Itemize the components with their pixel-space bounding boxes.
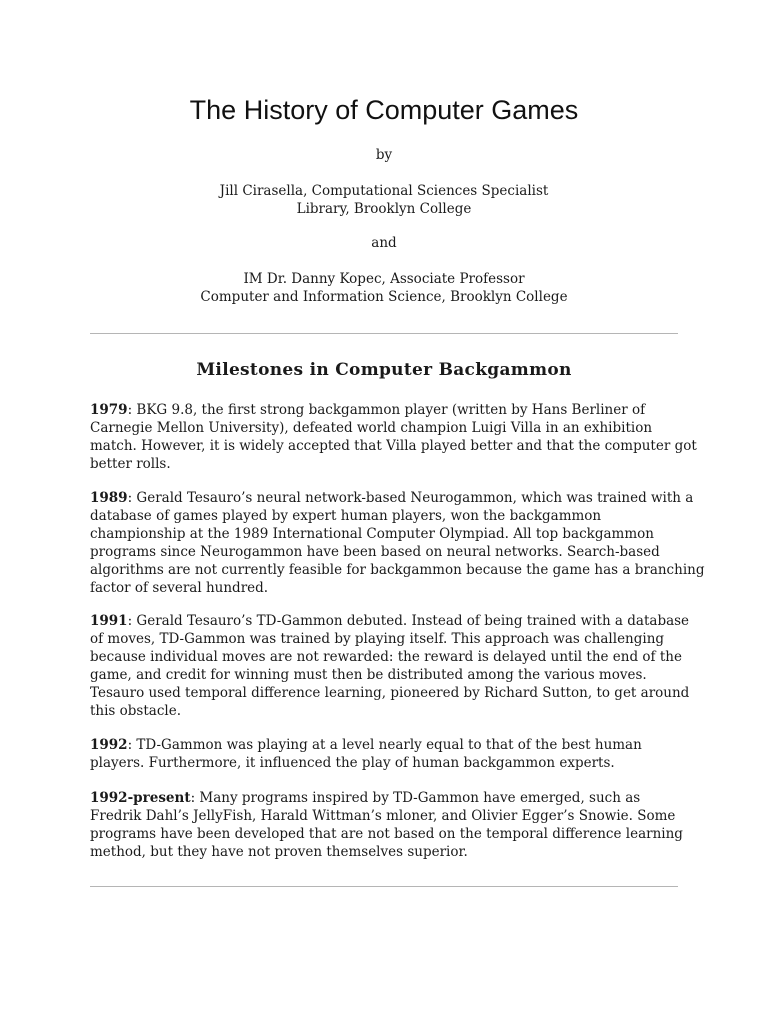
entry-line: programs since Neurogammon have been based on neural networks. Search-based xyxy=(90,544,660,560)
milestone-entry-1991 xyxy=(90,612,690,720)
entry-line: Tesauro used temporal difference learning, pioneered by Richard Sutton, to get around xyxy=(90,685,690,701)
entry-line: Fredrik Dahl’s JellyFish, Harald Wittman’s mloner, and Olivier Egger’s Snowie. Some xyxy=(90,808,676,824)
entry-year: 1992-present xyxy=(90,790,191,806)
entry-line: database of games played by expert human players, won the backgammon xyxy=(90,508,602,524)
entry-year: 1979 xyxy=(90,402,128,418)
entry-year: 1989 xyxy=(90,490,128,506)
author2-line1: IM Dr. Danny Kopec, Associate Professor xyxy=(243,271,525,287)
byline-by: by xyxy=(375,147,393,163)
document-title: The History of Computer Games xyxy=(189,95,579,125)
entry-line: players. Furthermore, it influenced the play of human backgammon experts. xyxy=(90,755,615,771)
entry-line: match. However, it is widely accepted that Villa played better and that the computer got xyxy=(90,438,697,454)
entry-line: this obstacle. xyxy=(90,703,181,719)
entry-line: of moves, TD-Gammon was trained by playing itself. This approach was challenging xyxy=(90,631,665,647)
entry-line: because individual moves are not rewarded: the reward is delayed until the end of the xyxy=(90,649,682,665)
author1-line2: Library, Brooklyn College xyxy=(296,201,472,217)
milestone-entry-1992-present xyxy=(90,789,690,861)
section-heading: Milestones in Computer Backgammon xyxy=(196,360,572,380)
entry-line: game, and credit for winning must then be distributed among the various moves. xyxy=(90,667,647,683)
entry-line: 1992: TD-Gammon was playing at a level nearly equal to that of the best human xyxy=(90,737,642,753)
milestone-entry-1989 xyxy=(90,489,705,597)
milestone-entry-1992 xyxy=(90,736,690,772)
entry-line: 1979: BKG 9.8, the first strong backgammon player (written by Hans Berliner of xyxy=(90,402,646,418)
divider-bottom xyxy=(90,886,678,887)
entry-line: Carnegie Mellon University), defeated world champion Luigi Villa in an exhibition xyxy=(90,420,653,436)
entry-line: programs have been developed that are not based on the temporal difference learning xyxy=(90,826,683,842)
entry-line: 1992-present: Many programs inspired by TD-Gammon have emerged, such as xyxy=(90,790,641,806)
entry-line: method, but they have not proven themselves superior. xyxy=(90,844,468,860)
entry-line: algorithms are not currently feasible for backgammon because the game has a branching xyxy=(90,562,705,578)
entry-year: 1991 xyxy=(90,613,128,629)
entry-line: 1991: Gerald Tesauro’s TD-Gammon debuted. Instead of being trained with a database xyxy=(90,613,690,629)
entry-line: championship at the 1989 International Computer Olympiad. All top backgammon xyxy=(90,526,654,542)
entry-year: 1992 xyxy=(90,737,128,753)
milestone-entry-1979 xyxy=(90,401,697,473)
entry-line: factor of several hundred. xyxy=(90,580,269,596)
author2-line2: Computer and Information Science, Brooklyn College xyxy=(200,289,568,305)
byline-and: and xyxy=(371,235,397,251)
entry-line: better rolls. xyxy=(90,456,171,472)
author1-line1: Jill Cirasella, Computational Sciences Specialist xyxy=(219,183,549,199)
divider-top xyxy=(90,333,678,334)
entry-line: 1989: Gerald Tesauro’s neural network-based Neurogammon, which was trained with a xyxy=(90,490,694,506)
